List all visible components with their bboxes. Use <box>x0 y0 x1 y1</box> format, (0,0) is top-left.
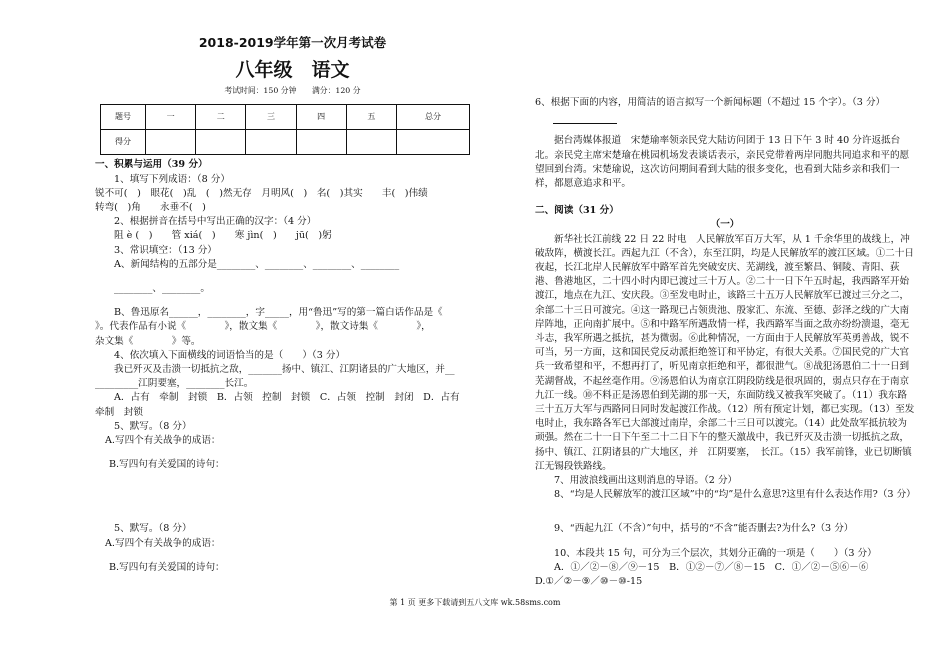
answer-blank[interactable] <box>535 110 915 124</box>
question-line: B.写四句有关爱国的诗句： <box>109 459 225 471</box>
exam-meta: 考试时间：150 分钟 满分：120 分 <box>224 86 361 96</box>
score-cell: 总分 <box>397 105 470 130</box>
question-5-repeat: 5、默写。（8 分） <box>114 523 192 535</box>
question-10: 10、本段共 15 句，可分为三个层次，其划分正确的一项是（ ）（3 分） <box>554 547 877 559</box>
question-line: 锐不可( ) 眼花( )乱 ( )然无存 月明风( ) 名( )其实 丰( )伟绩 <box>95 187 428 199</box>
question-line: A.写四个有关战争的成语： <box>105 537 221 549</box>
score-input-cell[interactable] <box>346 130 396 155</box>
question-1: 1、填写下列成语：（8 分） <box>114 173 230 185</box>
question-option: A．占有 牵制 封锁 B．占领 控制 封锁 C．占领 控制 封闭 D．占有 <box>114 392 460 404</box>
score-cell: 三 <box>246 105 296 130</box>
news-text: 据台湾媒体报道 宋楚瑜率领亲民党大陆访问团于 13 日下午 3 时 40 分许返抵台北。亲民党主席宋楚瑜在桃园机场发表谈话表示，亲民党带着两岸同胞共同追求和平的愿望回到台湾。宋楚瑜说，这次访问期间看到大陆的很多变化，也看到大陆乡亲和我们一样，都愿意追求和平。 <box>535 135 910 190</box>
question-6: 6、根据下面的内容，用简洁的语言拟写一个新闻标题（不超过 15 个字）。（3 分） <box>535 97 886 108</box>
question-line: 》。代表作品有小说《 》，散文集《 》，散文诗集《 》， <box>95 321 431 333</box>
score-input-cell[interactable] <box>246 130 296 155</box>
question-2: 2、根据拼音在括号中写出正确的汉字：（4 分） <box>114 216 317 228</box>
score-cell: 题号 <box>101 105 146 130</box>
score-input-cell[interactable] <box>146 130 196 155</box>
question-option: A．①／②－⑧／⑨－15 B．①②－⑦／⑧－15 C．①／②－⑤⑥－⑥ <box>554 561 869 573</box>
score-cell: 二 <box>196 105 246 130</box>
question-line: 我已歼灭及击溃一切抵抗之敌，_______扬中、镇江、江阴诸县的广大地区，并__ <box>114 364 455 376</box>
question-line: B、鲁迅原名______，________，字_____，用“鲁迅”写的第一篇白话作品是《 <box>114 307 443 319</box>
left-column <box>95 0 490 575</box>
right-column <box>535 0 915 589</box>
question-line: _________江阴要塞，________长江。 <box>95 378 254 390</box>
score-input-cell[interactable] <box>196 130 246 155</box>
score-table-header-row <box>101 105 470 130</box>
question-7: 7、用波浪线画出这则消息的导语。（2 分） <box>554 475 738 487</box>
exam-subject: 八年级 语文 <box>235 59 350 82</box>
score-table <box>100 104 470 155</box>
score-input-cell[interactable] <box>296 130 346 155</box>
question-line: A.写四个有关战争的成语： <box>105 435 221 447</box>
question-4: 4、依次填入下面横线的词语恰当的是（ ）（3 分） <box>114 349 346 361</box>
question-8: 8、“均是人民解放军的渡江区域”中的“均”是什么意思?这里有什么表达作用?（3 分） <box>554 489 916 501</box>
passage-number: （一） <box>710 219 740 231</box>
score-cell: 得分 <box>101 130 146 155</box>
score-table-score-row <box>101 130 470 155</box>
section-heading: 二、阅读（31 分） <box>535 205 619 217</box>
page-footer: 第 1 页 更多下载请到五八文库 wk.58sms.com <box>389 598 561 607</box>
question-line: ________、________。 <box>114 283 210 295</box>
score-input-cell[interactable] <box>397 130 470 155</box>
score-cell: 五 <box>346 105 396 130</box>
question-9: 9、“西起九江（不含）”句中，括号的“不含”能否删去?为什么?（3 分） <box>554 523 854 535</box>
question-line: A、新闻结构的五部分是________、________、________、________ <box>114 258 400 270</box>
reading-passage: 新华社长江前线 22 日 22 时电 人民解放军百万大军，从 1 千余华里的战线上，冲破敌阵，横渡长江。西起九江（不含），东至江阴，均是人民解放军的渡江区域。①二十日夜起，长江北岸人民解放军中路军首先突破安庆、芜湖线，渡至繁昌、铜陵、青阳、荻港、鲁港地区，二十四小时内即已渡过三十万人。②二十一日下午五时起，我西路军开始渡江，地点在九江、安庆段。③至发电时止，该路三十五万人民解放军已渡过三分之二，余部二十三日可渡完。④这一路现已占领贵池、殷家汇、东流、至德、彭泽之线的广大南岸阵地，正向南扩展中。⑤和中路军所遇敌情一样，我西路军当面之敌亦纷纷溃退，毫无斗志，我军所遇之抵抗，甚为微弱。⑥此种情况，一方面由于人民解放军英勇善战，锐不可当，另一方面，这和国民党反动派拒绝签订和平协定，有很大关系。⑦国民党的广大官兵一致希望和平，不想再打了，听见南京拒绝和平，都很泄气。⑧战犯汤恩伯二十一日到芜湖督战，不起丝毫作用。⑨汤恩伯认为南京江阴段防线是很巩固的，弱点只存在于南京九江一线。⑩不料正是汤恩伯到芜湖的那一天，东面防线又被我军突破了。（11）我东路三十五万大军与西路同日同时发起渡江作战。（12）所有预定计划，都已实现。（13）至发电时止，我东路各军已大部渡过南岸，余部二十三日可以渡完。（14）此处敌军抵抗较为顽强。然在二十一日下午至二十二日下午的整天激战中，我已歼灭及击溃一切抵抗之敌， 扬中、镇江、江阴诸县的广大地区，并 江阴要塞， 长江。（15）我军前锋，业已切断镇江无锡段铁路线。 <box>535 233 915 472</box>
score-cell: 四 <box>296 105 346 130</box>
exam-title: 2018-2019学年第一次月考试卷 <box>198 35 387 50</box>
question-option: D.①／②－⑨／⑩－⑩-15 <box>535 576 643 588</box>
question-3: 3、常识填空：（13 分） <box>114 244 217 256</box>
question-line: 阻 è ( ) 管 xiá( ) 寒 jìn( ) jū( )躬 <box>114 230 332 242</box>
question-line: 杂文集《 》等。 <box>95 335 201 347</box>
question-5: 5、默写。（8 分） <box>114 420 192 432</box>
section-heading: 一、积累与运用（39 分） <box>95 159 208 171</box>
question-option: 牵制 封锁 <box>95 406 143 418</box>
question-line: B.写四句有关爱国的诗句： <box>109 561 225 573</box>
question-line: 转弯( )角 永垂不( ) <box>95 202 206 214</box>
score-cell: 一 <box>146 105 196 130</box>
